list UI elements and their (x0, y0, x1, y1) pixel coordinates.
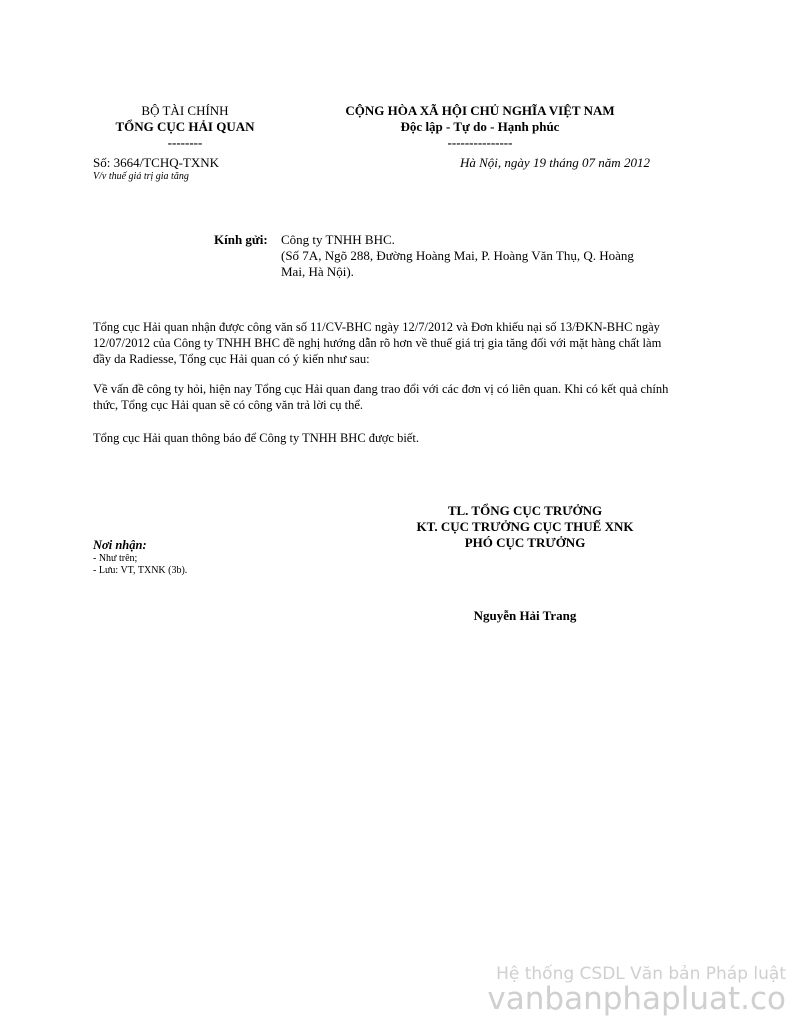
header-left-rule: -------- (167, 135, 203, 150)
recipient-block (281, 232, 661, 280)
paragraph-1-line3: đầy da Radiesse, Tổng cục Hải quan có ý kiến như sau: (93, 352, 370, 366)
signature-line3: PHÓ CỤC TRƯỞNG (464, 535, 586, 550)
signer-name: Nguyễn Hải Trang (473, 608, 577, 623)
doc-subject: V/v thuế giá trị gia tăng (93, 171, 189, 182)
country-name: CỘNG HÒA XÃ HỘI CHỦ NGHĨA VIỆT NAM (345, 103, 615, 118)
paragraph-1 (93, 319, 733, 367)
national-motto: Độc lập - Tự do - Hạnh phúc (400, 119, 560, 134)
recipients-item1: - Như trên; (93, 553, 138, 564)
header-right-rule: --------------- (447, 135, 513, 150)
recipient-address-line1: (Số 7A, Ngõ 288, Đường Hoàng Mai, P. Hoàng Văn Thụ, Q. Hoàng (281, 248, 634, 263)
recipients-item2: - Lưu: VT, TXNK (3b). (93, 565, 188, 576)
recipient-name: Công ty TNHH BHC. (281, 232, 395, 247)
recipients-list (93, 537, 187, 577)
recipient-address-line2: Mai, Hà Nội). (281, 264, 354, 279)
doc-number: Số: 3664/TCHQ-TXNK (93, 155, 220, 170)
place-date: Hà Nội, ngày 19 tháng 07 năm 2012 (460, 155, 650, 170)
paragraph-3: Tổng cục Hải quan thông báo để Công ty TNHH BHC được biết. (93, 431, 419, 445)
paragraph-2 (93, 381, 733, 413)
paragraph-1-line2: 12/07/2012 của Công ty TNHH BHC đề nghị hướng dẫn rõ hơn về thuế giá trị gia tăng đối với mặt hàng chất làm (93, 336, 662, 350)
recipient-label: Kính gửi: (214, 232, 268, 247)
header-left (80, 103, 290, 151)
paragraph-2-line1: Về vấn đề công ty hỏi, hiện nay Tổng cục Hải quan đang trao đổi với các đơn vị có liên quan. Khi có kết quả chính (93, 382, 669, 396)
signature-block (370, 503, 680, 551)
watermark-line2: vanbanphapluat.co (487, 981, 786, 1017)
signature-line2: KT. CỤC TRƯỞNG CỤC THUẾ XNK (416, 519, 634, 534)
ministry-name: BỘ TÀI CHÍNH (141, 103, 229, 118)
paragraph-2-line2: thức, Tổng cục Hải quan sẽ có công văn trả lời cụ thể. (93, 398, 364, 412)
header-right (320, 103, 640, 151)
watermark-line1: Hệ thống CSDL Văn bản Pháp luật (496, 964, 786, 984)
signature-line1: TL. TỔNG CỤC TRƯỞNG (447, 503, 603, 518)
agency-name: TỔNG CỤC HẢI QUAN (115, 119, 255, 134)
recipients-title: Nơi nhận: (93, 538, 147, 552)
paragraph-1-line1: Tổng cục Hải quan nhận được công văn số 11/CV-BHC ngày 12/7/2012 và Đơn khiếu nại số 13/ĐKN-BHC ngày (93, 320, 660, 334)
